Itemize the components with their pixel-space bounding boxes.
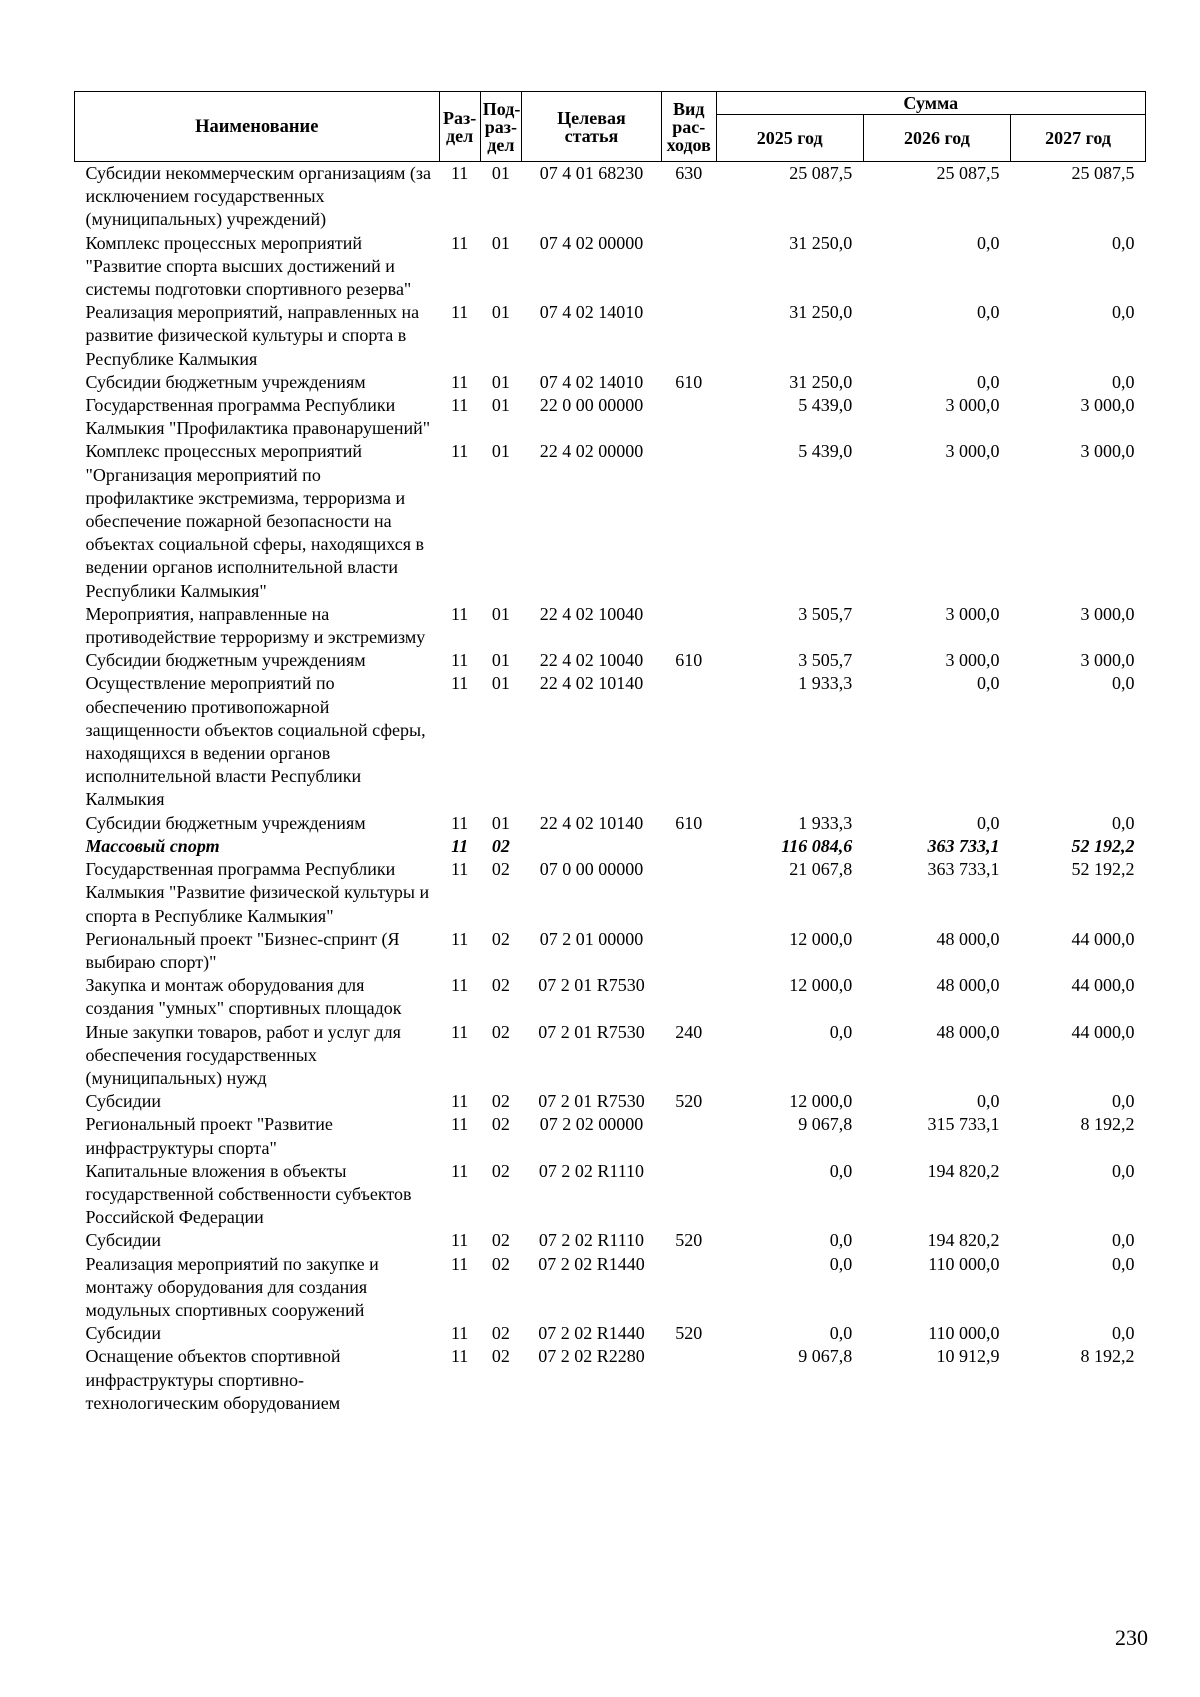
row-sum-2026: 48 000,0: [936, 928, 1000, 949]
row-sum-2025: 31 250,0: [789, 371, 853, 392]
row-expense-type: 610: [675, 812, 703, 833]
row-expense-type: 520: [675, 1323, 703, 1344]
row-name: Государственная программа Республики Калмыкия "Развитие физической культуры и спорта в Республике Калмыкия": [85, 859, 430, 926]
row-sum-2026: 0,0: [977, 302, 1000, 323]
row-expense-type: [661, 394, 716, 440]
table-row: [75, 1090, 1146, 1113]
row-sum-2025: 1 933,3: [798, 673, 853, 694]
row-sum-2025: 0,0: [829, 1021, 853, 1042]
row-sum-2025: 12 000,0: [789, 928, 853, 949]
row-name: Иные закупки товаров, работ и услуг для обеспечения государственных (муниципальных) нужд: [85, 1021, 401, 1088]
row-target-article: 07 2 01 R7530: [538, 1091, 645, 1112]
row-expense-type: [661, 1113, 716, 1159]
row-name: Реализация мероприятий по закупке и монтажу оборудования для создания модульных спортивных сооружений: [85, 1253, 379, 1320]
row-target-article: 22 4 02 10140: [539, 812, 644, 833]
header-subsection: Под- раз- дел: [480, 92, 521, 162]
table-row: [75, 858, 1146, 928]
row-name: Реализация мероприятий, направленных на развитие физической культуры и спорта в Республике Калмыкия: [85, 302, 420, 369]
row-sum-2027: 8 192,2: [1080, 1114, 1135, 1135]
row-section: 11: [450, 1114, 469, 1135]
row-sum-2025: 9 067,8: [798, 1346, 853, 1367]
row-sum-2027: 52 192,2: [1071, 859, 1135, 880]
table-body: [75, 162, 1146, 1415]
row-section: 11: [450, 1323, 469, 1344]
row-name: Субсидии бюджетным учреждениям: [85, 812, 366, 833]
header-name: Наименование: [75, 92, 440, 162]
row-name: Капитальные вложения в объекты государственной собственности субъектов Российской Федерации: [85, 1160, 412, 1228]
row-name: Комплекс процессных мероприятий "Развитие спорта высших достижений и системы подготовки спортивного резерва": [85, 232, 412, 300]
row-sum-2027: 25 087,5: [1071, 163, 1135, 183]
row-expense-type: [661, 928, 716, 974]
row-target-article: 07 4 01 68230: [539, 163, 644, 183]
row-sum-2025: 1 933,3: [798, 812, 853, 833]
header-year-2025: 2025 год: [716, 115, 863, 162]
row-expense-type: [661, 301, 716, 371]
row-sum-2025: 116 084,6: [781, 835, 853, 856]
row-sum-2026: 25 087,5: [936, 163, 1000, 183]
row-subsection: 01: [491, 395, 510, 416]
table-row: [75, 1113, 1146, 1159]
row-expense-type: 630: [675, 163, 703, 183]
table-row: [75, 371, 1146, 394]
row-sum-2026: 110 000,0: [928, 1253, 1000, 1274]
row-sum-2027: 0,0: [1112, 1323, 1135, 1344]
row-subsection: 01: [491, 603, 510, 624]
row-sum-2026: 194 820,2: [927, 1160, 1000, 1181]
row-subsection: 02: [491, 1323, 510, 1344]
row-target-article: 22 4 02 00000: [539, 441, 644, 462]
row-section: 11: [450, 812, 469, 833]
table-row: [75, 440, 1146, 602]
row-name: Региональный проект "Развитие инфраструктуры спорта": [85, 1114, 333, 1158]
row-sum-2026: 0,0: [977, 1091, 1000, 1112]
row-section: 11: [450, 1253, 469, 1274]
row-subsection: 02: [491, 1253, 510, 1274]
row-sum-2027: 8 192,2: [1080, 1346, 1135, 1367]
row-sum-2025: 3 505,7: [798, 603, 853, 624]
row-section: 11: [450, 1160, 469, 1181]
row-subsection: 01: [491, 812, 510, 833]
row-sum-2025: 0,0: [829, 1323, 853, 1344]
row-expense-type: [661, 232, 716, 302]
row-sum-2025: 0,0: [829, 1253, 853, 1274]
row-sum-2025: 5 439,0: [798, 441, 853, 462]
row-expense-type: [661, 672, 716, 811]
row-expense-type: [661, 974, 716, 1020]
row-name: Государственная программа Республики Калмыкия "Профилактика правонарушений": [85, 395, 431, 439]
table-row: [75, 928, 1146, 974]
row-subsection: 02: [491, 1114, 510, 1135]
row-target-article: 22 4 02 10140: [539, 673, 644, 694]
row-subsection: 01: [491, 371, 510, 392]
row-sum-2027: 44 000,0: [1071, 1021, 1135, 1042]
header-year-2027: 2027 год: [1011, 115, 1146, 162]
row-sum-2025: 5 439,0: [798, 395, 853, 416]
row-sum-2026: 110 000,0: [928, 1323, 1000, 1344]
row-section: 11: [450, 859, 469, 880]
row-subsection: 01: [491, 232, 510, 253]
table-row: [75, 1253, 1146, 1323]
row-sum-2027: 0,0: [1112, 232, 1135, 253]
row-section: 11: [450, 163, 469, 183]
header-sum: Сумма: [716, 92, 1145, 115]
row-expense-type: [661, 603, 716, 649]
row-name: Субсидии: [85, 1230, 162, 1251]
table-row: [75, 603, 1146, 649]
table-row: [75, 835, 1146, 858]
row-section: 11: [450, 975, 469, 996]
row-sum-2027: 44 000,0: [1071, 975, 1135, 996]
row-sum-2026: 315 733,1: [927, 1114, 1000, 1135]
row-target-article: [521, 835, 661, 858]
row-section: 11: [450, 928, 469, 949]
row-name: Массовый спорт: [85, 835, 220, 856]
row-section: 11: [450, 1091, 469, 1112]
table-header: [75, 92, 1146, 162]
row-expense-type: [661, 835, 716, 858]
header-expense-type: Вид рас- ходов: [661, 92, 716, 162]
row-sum-2026: 0,0: [977, 371, 1000, 392]
row-subsection: 02: [491, 1091, 510, 1112]
row-sum-2027: 0,0: [1112, 1230, 1135, 1251]
row-target-article: 07 4 02 14010: [539, 371, 644, 392]
row-sum-2027: 3 000,0: [1080, 603, 1135, 624]
row-section: 11: [450, 1021, 469, 1042]
table-row: [75, 1021, 1146, 1091]
row-target-article: 22 0 00 00000: [539, 395, 644, 416]
row-sum-2025: 0,0: [829, 1230, 853, 1251]
row-sum-2027: 3 000,0: [1080, 395, 1135, 416]
row-name: Субсидии: [85, 1091, 162, 1112]
row-sum-2026: 0,0: [977, 812, 1000, 833]
row-target-article: 07 2 01 00000: [539, 928, 644, 949]
row-subsection: 02: [491, 1346, 510, 1367]
row-target-article: 07 2 02 R1440: [538, 1323, 645, 1344]
row-target-article: 22 4 02 10040: [539, 603, 644, 624]
row-section: 11: [450, 673, 469, 694]
row-name: Региональный проект "Бизнес-спринт (Я выбираю спорт)": [85, 928, 400, 972]
row-sum-2025: 31 250,0: [789, 302, 853, 323]
row-target-article: 07 2 01 R7530: [538, 1021, 645, 1042]
row-sum-2025: 3 505,7: [798, 650, 853, 671]
row-expense-type: 520: [675, 1091, 703, 1112]
row-sum-2026: 0,0: [977, 673, 1000, 694]
table-row: [75, 649, 1146, 672]
row-section: 11: [450, 232, 469, 253]
row-section: 11: [450, 1346, 469, 1367]
header-year-2026: 2026 год: [863, 115, 1010, 162]
document-page: [74, 91, 1146, 1415]
row-section: 11: [450, 395, 469, 416]
row-section: 11: [450, 302, 469, 323]
row-expense-type: 610: [675, 650, 703, 671]
row-sum-2027: 0,0: [1112, 673, 1135, 694]
header-section: Раз- дел: [439, 92, 480, 162]
row-sum-2027: 0,0: [1112, 1253, 1135, 1274]
table-row: [75, 1345, 1146, 1415]
row-sum-2027: 0,0: [1112, 302, 1135, 323]
row-sum-2025: 12 000,0: [789, 1091, 853, 1112]
row-subsection: 02: [491, 835, 510, 856]
row-target-article: 07 2 02 R2280: [538, 1346, 645, 1367]
table-row: [75, 162, 1146, 232]
table-row: [75, 301, 1146, 371]
row-name: Субсидии бюджетным учреждениям: [85, 371, 366, 392]
row-name: Мероприятия, направленные на противодействие терроризму и экстремизму: [85, 603, 426, 648]
row-sum-2027: 44 000,0: [1071, 928, 1135, 949]
row-sum-2027: 0,0: [1112, 1160, 1135, 1181]
row-name: Закупка и монтаж оборудования для создания "умных" спортивных площадок: [85, 975, 402, 1019]
row-expense-type: 520: [675, 1230, 703, 1251]
row-name: Субсидии некоммерческим организациям (за исключением государственных (муниципальных) учреждений): [85, 163, 431, 230]
row-sum-2025: 21 067,8: [789, 859, 853, 880]
row-name: Субсидии: [85, 1323, 162, 1344]
header-target-article: Целевая статья: [521, 92, 661, 162]
row-sum-2027: 0,0: [1112, 1091, 1135, 1112]
row-target-article: 07 2 01 R7530: [538, 975, 645, 996]
row-expense-type: 610: [675, 371, 703, 392]
row-target-article: 07 2 02 R1110: [538, 1230, 645, 1251]
row-sum-2026: 3 000,0: [945, 441, 1000, 462]
row-subsection: 02: [491, 1021, 510, 1042]
row-subsection: 01: [491, 673, 510, 694]
row-expense-type: [661, 1253, 716, 1323]
row-name: Осуществление мероприятий по обеспечению противопожарной защищенности объектов социальной сферы, находящихся в ведении органов исполнительной власти Республики Калмыкия: [85, 673, 426, 810]
row-subsection: 01: [491, 650, 510, 671]
row-sum-2026: 48 000,0: [936, 1021, 1000, 1042]
row-sum-2026: 3 000,0: [945, 603, 1000, 624]
row-section: 11: [450, 603, 469, 624]
row-section: 11: [451, 835, 469, 856]
row-sum-2026: 194 820,2: [927, 1230, 1000, 1251]
row-subsection: 02: [491, 859, 510, 880]
row-expense-type: 240: [675, 1021, 703, 1042]
row-expense-type: [661, 1345, 716, 1415]
row-target-article: 07 2 02 R1110: [538, 1160, 645, 1181]
row-section: 11: [450, 1230, 469, 1251]
table-row: [75, 232, 1146, 302]
row-sum-2027: 52 192,2: [1071, 835, 1135, 856]
row-section: 11: [450, 650, 469, 671]
row-sum-2025: 12 000,0: [789, 975, 853, 996]
table-row: [75, 812, 1146, 835]
row-sum-2026: 363 733,1: [927, 859, 1000, 880]
row-subsection: 01: [491, 302, 510, 323]
row-expense-type: [661, 1160, 716, 1230]
row-sum-2026: 363 733,1: [927, 835, 1000, 856]
row-target-article: 07 2 02 00000: [539, 1114, 644, 1135]
row-sum-2027: 0,0: [1112, 371, 1135, 392]
row-target-article: 07 0 00 00000: [539, 859, 644, 880]
row-subsection: 01: [491, 163, 510, 183]
budget-table: [74, 91, 1146, 1415]
row-sum-2027: 3 000,0: [1080, 441, 1135, 462]
row-target-article: 22 4 02 10040: [539, 650, 644, 671]
row-sum-2025: 31 250,0: [789, 232, 853, 253]
row-sum-2025: 9 067,8: [798, 1114, 853, 1135]
row-subsection: 02: [491, 928, 510, 949]
row-name: Субсидии бюджетным учреждениям: [85, 650, 366, 671]
table-row: [75, 974, 1146, 1020]
row-subsection: 02: [491, 975, 510, 996]
row-target-article: 07 2 02 R1440: [538, 1253, 645, 1274]
table-row: [75, 1229, 1146, 1252]
table-row: [75, 1322, 1146, 1345]
row-sum-2026: 3 000,0: [945, 395, 1000, 416]
row-subsection: 02: [491, 1230, 510, 1251]
row-sum-2025: 0,0: [829, 1160, 853, 1181]
row-expense-type: [661, 440, 716, 602]
row-sum-2027: 3 000,0: [1080, 650, 1135, 671]
row-name: Оснащение объектов спортивной инфраструктуры спортивно-технологическим оборудованием: [85, 1346, 341, 1413]
table-row: [75, 672, 1146, 811]
row-section: 11: [450, 371, 469, 392]
row-name: Комплекс процессных мероприятий "Организация мероприятий по профилактике экстремизма, терроризма и обеспечение пожарной безопасности на объектах социальной сферы, находящихся в ведении органов исполнительной власти Республики Калмыкия": [85, 441, 425, 601]
row-sum-2025: 25 087,5: [789, 163, 853, 183]
row-subsection: 02: [491, 1160, 510, 1181]
page-number: 230: [1115, 1625, 1148, 1650]
row-target-article: 07 4 02 00000: [539, 232, 644, 253]
row-sum-2026: 3 000,0: [945, 650, 1000, 671]
row-sum-2027: 0,0: [1112, 812, 1135, 833]
table-row: [75, 1160, 1146, 1230]
row-target-article: 07 4 02 14010: [539, 302, 644, 323]
row-expense-type: [661, 858, 716, 928]
table-row: [75, 394, 1146, 440]
row-subsection: 01: [491, 441, 510, 462]
row-sum-2026: 0,0: [977, 232, 1000, 253]
row-section: 11: [450, 441, 469, 462]
row-sum-2026: 10 912,9: [936, 1346, 1000, 1367]
row-sum-2026: 48 000,0: [936, 975, 1000, 996]
